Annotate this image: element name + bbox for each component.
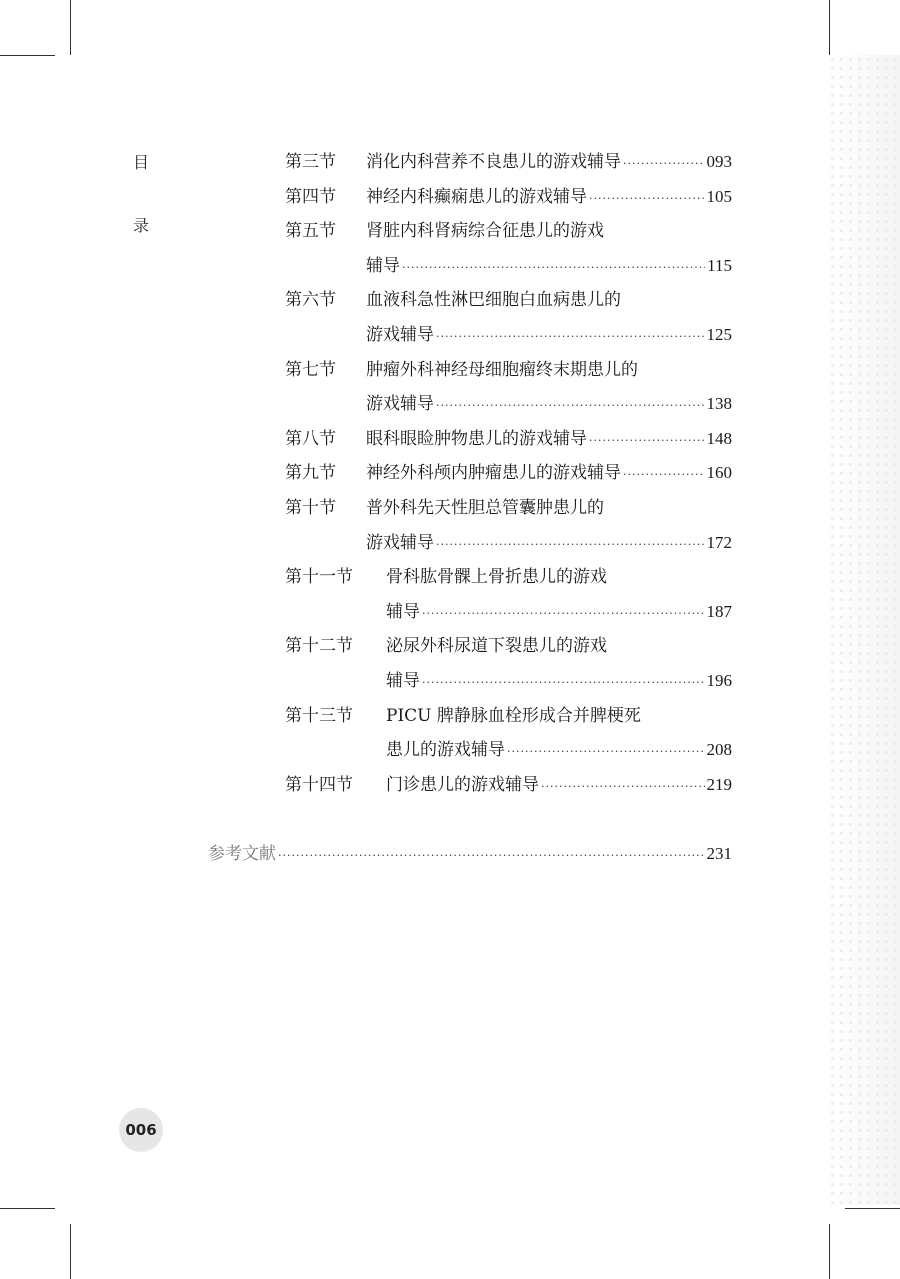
toc-entry[interactable]	[366, 390, 732, 418]
toc-entry[interactable]	[386, 598, 732, 626]
crop-mark	[0, 1208, 55, 1209]
leader-dots	[436, 323, 705, 351]
leader-dots	[422, 669, 705, 697]
leader-dots	[541, 773, 705, 801]
toc-section-label: 第七节	[285, 359, 336, 380]
toc-entry-page: 138	[706, 394, 732, 414]
toc-entry-title: 眼科眼睑肿物患儿的游戏辅导	[366, 428, 587, 449]
side-label-mu: 目	[133, 153, 150, 172]
toc-entry-title[interactable]: 血液科急性淋巴细胞白血病患儿的	[366, 290, 621, 311]
toc-section-label: 第六节	[285, 290, 336, 311]
toc-entry[interactable]	[366, 425, 732, 453]
toc-entry-page: 115	[707, 255, 732, 275]
toc-section-label: 第十四节	[285, 774, 353, 795]
toc-entry[interactable]	[366, 321, 732, 349]
toc-entry-title[interactable]: 骨科肱骨髁上骨折患儿的游戏	[386, 567, 607, 588]
toc-section-label: 第十一节	[285, 567, 353, 588]
page-number-badge: 006	[119, 1108, 163, 1152]
toc-entry-title[interactable]: 肾脏内科肾病综合征患儿的游戏	[366, 221, 604, 242]
toc-entry-title[interactable]: 泌尿外科尿道下裂患儿的游戏	[386, 636, 607, 657]
toc-section-label: 第五节	[285, 221, 336, 242]
leader-dots	[623, 150, 705, 178]
leader-dots	[402, 254, 705, 282]
toc-entry-page: 219	[706, 774, 732, 794]
toc-entry-title: 辅导	[386, 601, 420, 622]
references-label: 参考文献	[208, 844, 276, 864]
toc-section-label: 第十二节	[285, 636, 353, 657]
toc-entry-title: 患儿的游戏辅导	[386, 740, 505, 761]
toc-section-label: 第九节	[285, 463, 336, 484]
side-label-lu: 录	[133, 216, 150, 235]
toc-entry[interactable]	[366, 183, 732, 211]
toc-entry-page: 187	[706, 601, 732, 621]
references-page: 231	[706, 844, 732, 863]
toc-entry-title: 游戏辅导	[366, 532, 434, 553]
toc-entry-title[interactable]: 肿瘤外科神经母细胞瘤终末期患儿的	[366, 359, 638, 380]
crop-mark	[829, 0, 830, 55]
toc-section-label: 第十三节	[285, 705, 353, 726]
toc-entry-title: 消化内科营养不良患儿的游戏辅导	[366, 152, 621, 172]
leader-dots	[589, 185, 705, 213]
toc-entry[interactable]	[386, 771, 732, 799]
toc-entry-page: 160	[706, 463, 732, 483]
toc-entry[interactable]	[366, 252, 732, 280]
toc-entry[interactable]	[366, 529, 732, 557]
toc-entry-title[interactable]: PICU 脾静脉血栓形成合并脾梗死	[386, 705, 641, 726]
crop-mark	[70, 1224, 71, 1279]
toc-entry[interactable]	[386, 736, 732, 764]
toc-section-label: 第四节	[285, 186, 336, 207]
toc-entry-title: 神经内科癫痫患儿的游戏辅导	[366, 186, 587, 207]
leader-dots	[422, 600, 705, 628]
toc-entry[interactable]	[366, 459, 732, 487]
toc-entry-title: 游戏辅导	[366, 325, 434, 345]
toc-entry-page: 093	[706, 152, 732, 171]
crop-mark	[0, 55, 55, 56]
leader-dots	[278, 842, 705, 870]
leader-dots	[436, 392, 705, 420]
crop-mark	[845, 1208, 900, 1209]
leader-dots	[507, 738, 705, 766]
toc-section-label: 第十节	[285, 498, 336, 518]
toc-entry-title: 门诊患儿的游戏辅导	[386, 774, 539, 795]
toc-entry-title: 神经外科颅内肿瘤患儿的游戏辅导	[366, 463, 621, 484]
toc-entry-title: 辅导	[366, 255, 400, 276]
leader-dots	[589, 427, 705, 455]
toc-entry-page: 172	[706, 532, 732, 552]
toc-entry-references[interactable]	[208, 840, 732, 868]
toc-section-label: 第三节	[285, 152, 336, 172]
leader-dots	[623, 461, 705, 489]
crop-mark	[829, 1224, 830, 1279]
leader-dots	[436, 531, 705, 559]
toc-entry-page: 208	[706, 740, 732, 760]
toc-entry-title: 辅导	[386, 671, 420, 691]
toc-section-label: 第八节	[285, 428, 336, 449]
decorative-side-strip	[828, 55, 900, 1205]
toc-entry[interactable]	[366, 148, 732, 176]
toc-entry[interactable]	[386, 667, 732, 695]
toc-entry-page: 148	[706, 428, 732, 448]
toc-entry-page: 105	[706, 186, 732, 206]
toc-entry-title: 游戏辅导	[366, 394, 434, 415]
toc-entry-title[interactable]: 普外科先天性胆总管囊肿患儿的	[366, 498, 604, 518]
toc-entry-page: 125	[706, 325, 732, 344]
toc-entry-page: 196	[706, 671, 732, 690]
crop-mark	[70, 0, 71, 55]
